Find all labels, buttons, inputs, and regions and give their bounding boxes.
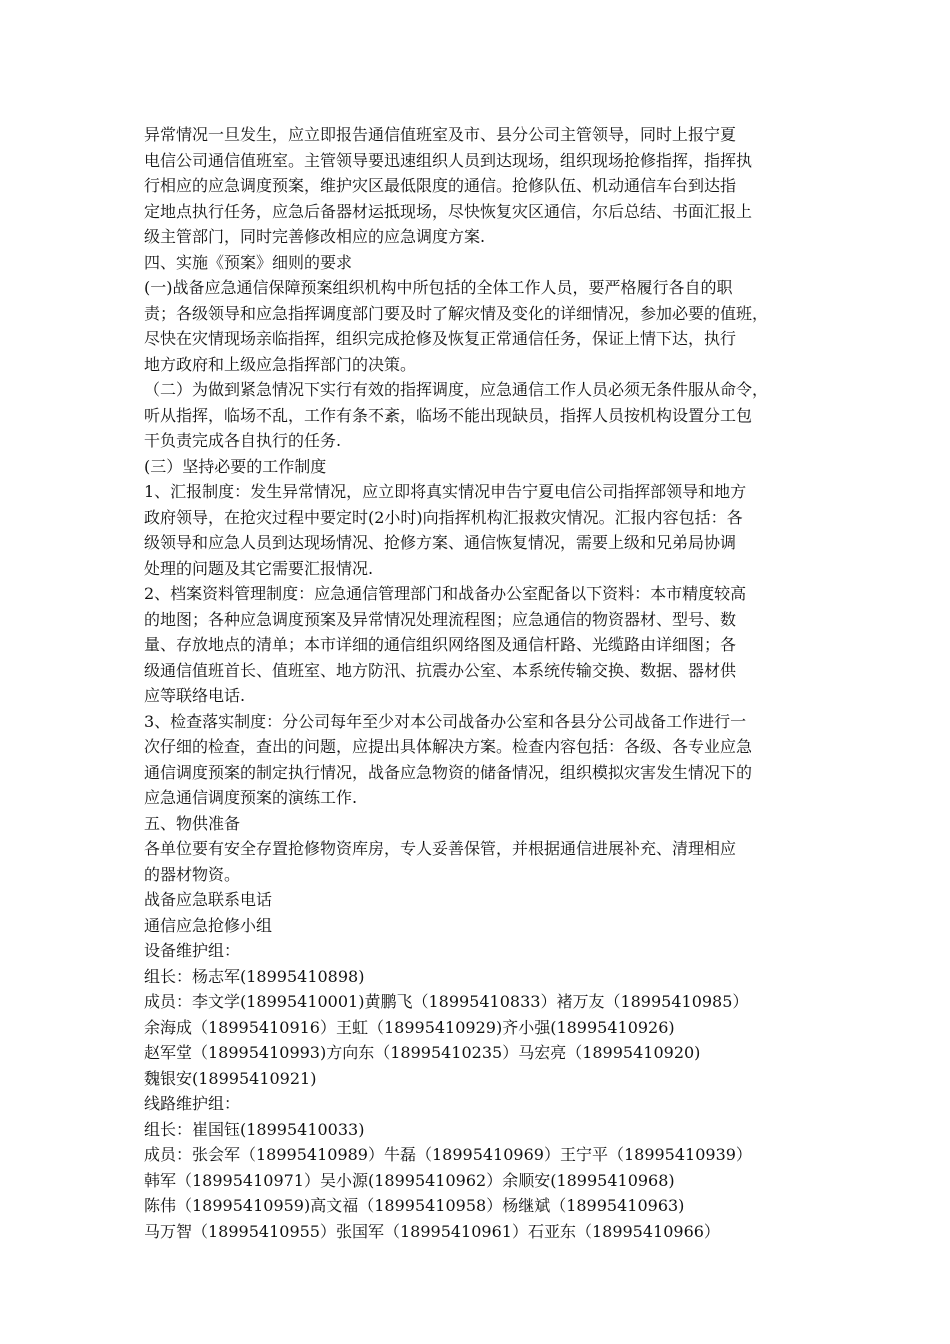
text-line: 听从指挥，临场不乱，工作有条不紊，临场不能出现缺员，指挥人员按机构设置分工包	[144, 405, 753, 425]
text-line: 行相应的应急调度预案，维护灾区最低限度的通信。抢修队伍、机动通信车台到达指	[144, 176, 737, 195]
section-heading: 四、实施《预案》细则的要求	[144, 252, 353, 272]
document-page	[144, 122, 814, 1244]
text-line: 级领导和应急人员到达现场情况、抢修方案、通信恢复情况，需要上级和兄弟局协调	[144, 533, 737, 552]
group-heading: 通信应急抢修小组	[144, 915, 273, 935]
contact-line: 成员：张会军（18995410989）牛磊（18995410969）王宁平（18995410939）	[144, 1145, 752, 1164]
contact-line: 魏银安(18995410921)	[144, 1068, 317, 1088]
text-line: 电信公司通信值班室。主管领导要迅速组织人员到达现场，组织现场抢修指挥，指挥执	[144, 150, 753, 170]
text-line: 1、汇报制度：发生异常情况，应立即将真实情况申告宁夏电信公司指挥部领导和地方	[144, 482, 747, 501]
contact-line: 马万智（18995410955）张国军（18995410961）石亚东（18995410966）	[144, 1221, 720, 1241]
contact-line: 韩军（18995410971）吴小源(18995410962）余顺安(18995410968)	[144, 1170, 675, 1190]
team-heading: 线路维护组：	[144, 1094, 241, 1113]
text-line: 2、档案资料管理制度：应急通信管理部门和战备办公室配备以下资料：本市精度较高	[144, 584, 747, 603]
contact-line: 赵军堂（18995410993)方向东（18995410235）马宏亮（18995410920)	[144, 1043, 701, 1062]
text-line: 级通信值班首长、值班室、地方防汛、抗震办公室、本系统传输交换、数据、器材供	[144, 660, 737, 680]
contact-line: 余海成（18995410916）王虹（18995410929)齐小强(18995410926)	[144, 1017, 675, 1037]
text-line: （二）为做到紧急情况下实行有效的指挥调度，应急通信工作人员必须无条件服从命令，	[144, 380, 769, 399]
text-line: 级主管部门，同时完善修改相应的应急调度方案.	[144, 227, 486, 246]
text-line: 异常情况一旦发生，应立即报告通信值班室及市、县分公司主管领导，同时上报宁夏	[144, 125, 737, 144]
text-line: 的器材物资。	[144, 864, 241, 884]
text-line: 干负责完成各自执行的任务.	[144, 431, 342, 450]
text-line: 应等联络电话.	[144, 686, 246, 705]
text-line: 各单位要有安全存置抢修物资库房，专人妥善保管，并根据通信进展补充、清理相应	[144, 839, 737, 858]
text-line: 政府领导，在抢灾过程中要定时(2小时)向指挥机构汇报救灾情况。汇报内容包括：各	[144, 507, 743, 527]
text-line: (一)战备应急通信保障预案组织机构中所包括的全体工作人员，要严格履行各自的职	[144, 278, 733, 297]
text-line: 应急通信调度预案的演练工作.	[144, 788, 358, 807]
subsection-heading: (三）坚持必要的工作制度	[144, 456, 327, 476]
text-line: 次仔细的检查，查出的问题，应提出具体解决方案。检查内容包括：各级、各专业应急	[144, 737, 753, 756]
contact-line: 组长：崔国钰(18995410033)	[144, 1119, 365, 1139]
contact-line: 成员：李文学(18995410001)黄鹏飞（18995410833）褚万友（18995410985）	[144, 992, 749, 1011]
text-line: 3、检查落实制度：分公司每年至少对本公司战备办公室和各县分公司战备工作进行一	[144, 711, 747, 731]
section-heading: 五、物供准备	[144, 813, 241, 833]
text-line: 的地图；各种应急调度预案及异常情况处理流程图；应急通信的物资器材、型号、数	[144, 609, 737, 629]
text-line: 地方政府和上级应急指挥部门的决策。	[144, 354, 417, 374]
contact-heading: 战备应急联系电话	[144, 890, 273, 909]
contact-line: 组长：杨志军(18995410898)	[144, 966, 365, 986]
text-line: 量、存放地点的清单；本市详细的通信组织网络图及通信杆路、光缆路由详细图；各	[144, 635, 737, 654]
team-heading: 设备维护组：	[144, 941, 241, 960]
contact-line: 陈伟（18995410959)高文福（18995410958）杨继斌（18995410963)	[144, 1196, 685, 1215]
text-line: 责；各级领导和应急指挥调度部门要及时了解灾情及变化的详细情况，参加必要的值班，	[144, 303, 769, 323]
text-line: 尽快在灾情现场亲临指挥，组织完成抢修及恢复正常通信任务，保证上情下达，执行	[144, 329, 737, 348]
text-line: 定地点执行任务，应急后备器材运抵现场，尽快恢复灾区通信，尔后总结、书面汇报上	[144, 201, 753, 221]
text-line: 处理的问题及其它需要汇报情况.	[144, 558, 374, 578]
text-line: 通信调度预案的制定执行情况，战备应急物资的储备情况，组织模拟灾害发生情况下的	[144, 762, 753, 782]
